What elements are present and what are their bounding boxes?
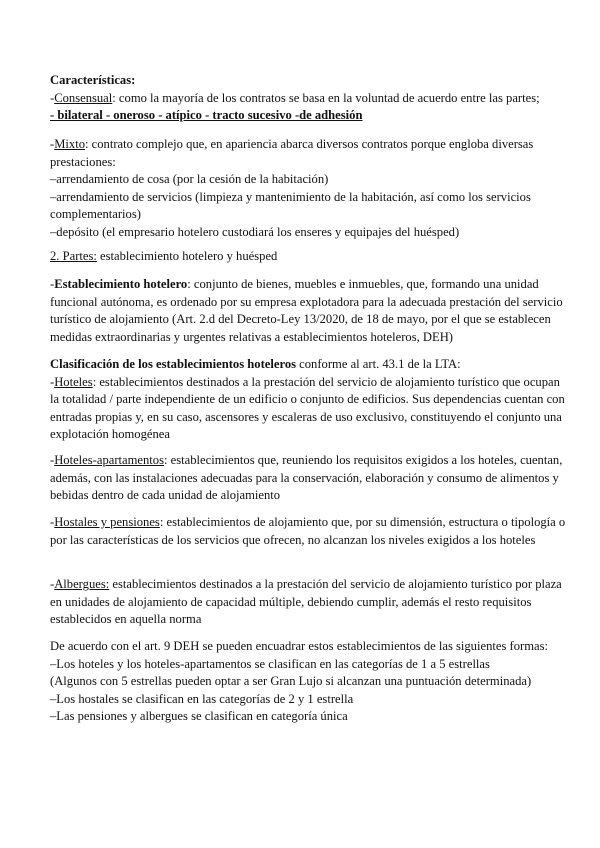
consensual-label: Consensual: [54, 90, 113, 105]
section-categorias: [50, 638, 570, 726]
section-partes: [50, 248, 570, 266]
mixto-item: –depósito (el empresario hotelero custodiará los enseres y equipajes del huésped): [50, 224, 460, 239]
hostales-text: : establecimientos de alojamiento que, por su dimensión, estructura o tipología o por las características de los servicios que ofrecen, no alcanzan los niveles exigidos a los hoteles: [50, 515, 566, 547]
clasificacion-text: conforme al art. 43.1 de la LTA:: [296, 357, 461, 371]
mixto-paragraph: -Mixto: contrato complejo que, en apariencia abarca diversos contratos porque engloba diversas prestaciones:: [50, 137, 534, 169]
categorias-item: (Algunos con 5 estrellas pueden optar a ser Gran Lujo si alcanzan una puntuación determinada): [50, 674, 532, 689]
apartamentos-text: : establecimientos que, reuniendo los requisitos exigidos a los hoteles, cuentan, además, con las instalaciones adecuadas para la conservación, elaboración y consumo de alimentos y bebidas dentro de cada unidad de alojamiento: [50, 453, 563, 503]
establecimiento-paragraph: [50, 276, 570, 346]
section-albergues: [50, 576, 570, 629]
mixto-item: –arrendamiento de servicios (limpieza y mantenimiento de la habitación, así como los servicios complementarios): [50, 189, 531, 222]
categorias-intro: De acuerdo con el art. 9 DEH se pueden encuadrar estos establecimientos de las siguientes formas:: [50, 639, 548, 653]
section-establecimiento: [50, 276, 570, 346]
section-clasificacion: [50, 356, 570, 444]
categorias-item: –Las pensiones y albergues se clasifican en categoría única: [50, 709, 348, 724]
section-apartamentos: [50, 452, 570, 505]
consensual-text: : como la mayoría de los contratos se basa en la voluntad de acuerdo entre las partes;: [112, 90, 540, 105]
establecimiento-prefix: -: [50, 277, 55, 291]
albergues-paragraph: -Albergues: establecimientos destinados a la prestación del servicio de alojamiento turístico por plaza en unidades de alojamiento de capacidad múltiple, debiendo cumplir, además el resto requisitos establecidos en aquella norma: [50, 577, 562, 627]
establecimiento-text: : conjunto de bienes, muebles e inmuebles, que, formando una unidad funcional autónoma, es ordenado por su empresa explotadora para la adecuada prestación del servicio turístico de alojamiento (Art. 2.d del Decreto-Ley 13/2020, de 18 de mayo, por el que se establecen medidas extraordinarias y urgentes relativas a establecimientos hoteleros, DEH): [50, 277, 563, 344]
hostales-paragraph: -Hostales y pensiones: establecimientos de alojamiento que, por su dimensión, estructura o tipología o por las características de los servicios que ofrecen, no alcanzan los niveles exigidos a los hoteles: [50, 515, 566, 547]
establecimiento-label: Establecimiento hotelero: [54, 277, 188, 291]
mixto-item: –arrendamiento de cosa (por la cesión de la habitación): [50, 172, 329, 187]
categorias-item: –Los hostales se clasifican en las categorías de 2 y 1 estrella: [50, 691, 354, 706]
hoteles-paragraph: -Hoteles: establecimientos destinados a la prestación del servicio de alojamiento turístico que ocupan la totalidad / parte independiente de un edificio o conjunto de edificios. Sus dependencias cuentan con entradas propias y, en su caso, ascensores y escaleras de uso exclusivo, constituyendo el conjunto una explotación homogénea: [50, 374, 565, 442]
partes-label: 2. Partes:: [50, 249, 97, 263]
contract-traits: - bilateral - oneroso - atípico - tracto sucesivo -de adhesión: [50, 108, 363, 123]
mixto-label: Mixto: [54, 137, 85, 151]
apartamentos-label: Hoteles-apartamentos: [54, 453, 165, 467]
hoteles-text: : establecimientos destinados a la prestación del servicio de alojamiento turístico que ocupan la totalidad / parte independiente de un edificio o conjunto de edificios. Sus dependencias cuentan con entradas propias y, en su caso, ascensores y escaleras de uso exclusivo, constituyendo el conjunto una explotación homogénea: [50, 374, 565, 442]
mixto-text: : contrato complejo que, en apariencia abarca diversos contratos porque engloba diversas prestaciones:: [50, 137, 534, 169]
consensual-paragraph: -Consensual: como la mayoría de los contratos se basa en la voluntad de acuerdo entre las partes;: [50, 90, 540, 105]
albergues-text: establecimientos destinados a la prestación del servicio de alojamiento turístico por plaza en unidades de alojamiento de capacidad múltiple, debiendo cumplir, además el resto requisitos establecidos en aquella norma: [50, 577, 562, 627]
hoteles-label: Hoteles: [54, 374, 93, 389]
section-mixto: [50, 136, 570, 242]
categorias-item: –Los hoteles y los hoteles-apartamentos se clasifican en las categorías de 1 a 5 estrellas: [50, 656, 490, 671]
caracteristicas-title: Características:: [50, 73, 136, 87]
albergues-label: Albergues:: [54, 577, 110, 591]
section-caracteristicas: [50, 72, 570, 125]
partes-text: establecimiento hotelero y huésped: [96, 249, 278, 263]
section-hostales: [50, 514, 570, 549]
hostales-label: Hostales y pensiones: [54, 515, 160, 529]
apartamentos-paragraph: -Hoteles-apartamentos: establecimientos que, reuniendo los requisitos exigidos a los hoteles, cuentan, además, con las instalaciones adecuadas para la conservación, elaboración y consumo de alimentos y bebidas dentro de cada unidad de alojamiento: [50, 453, 563, 503]
clasificacion-label: Clasificación de los establecimientos hoteleros: [50, 357, 297, 371]
